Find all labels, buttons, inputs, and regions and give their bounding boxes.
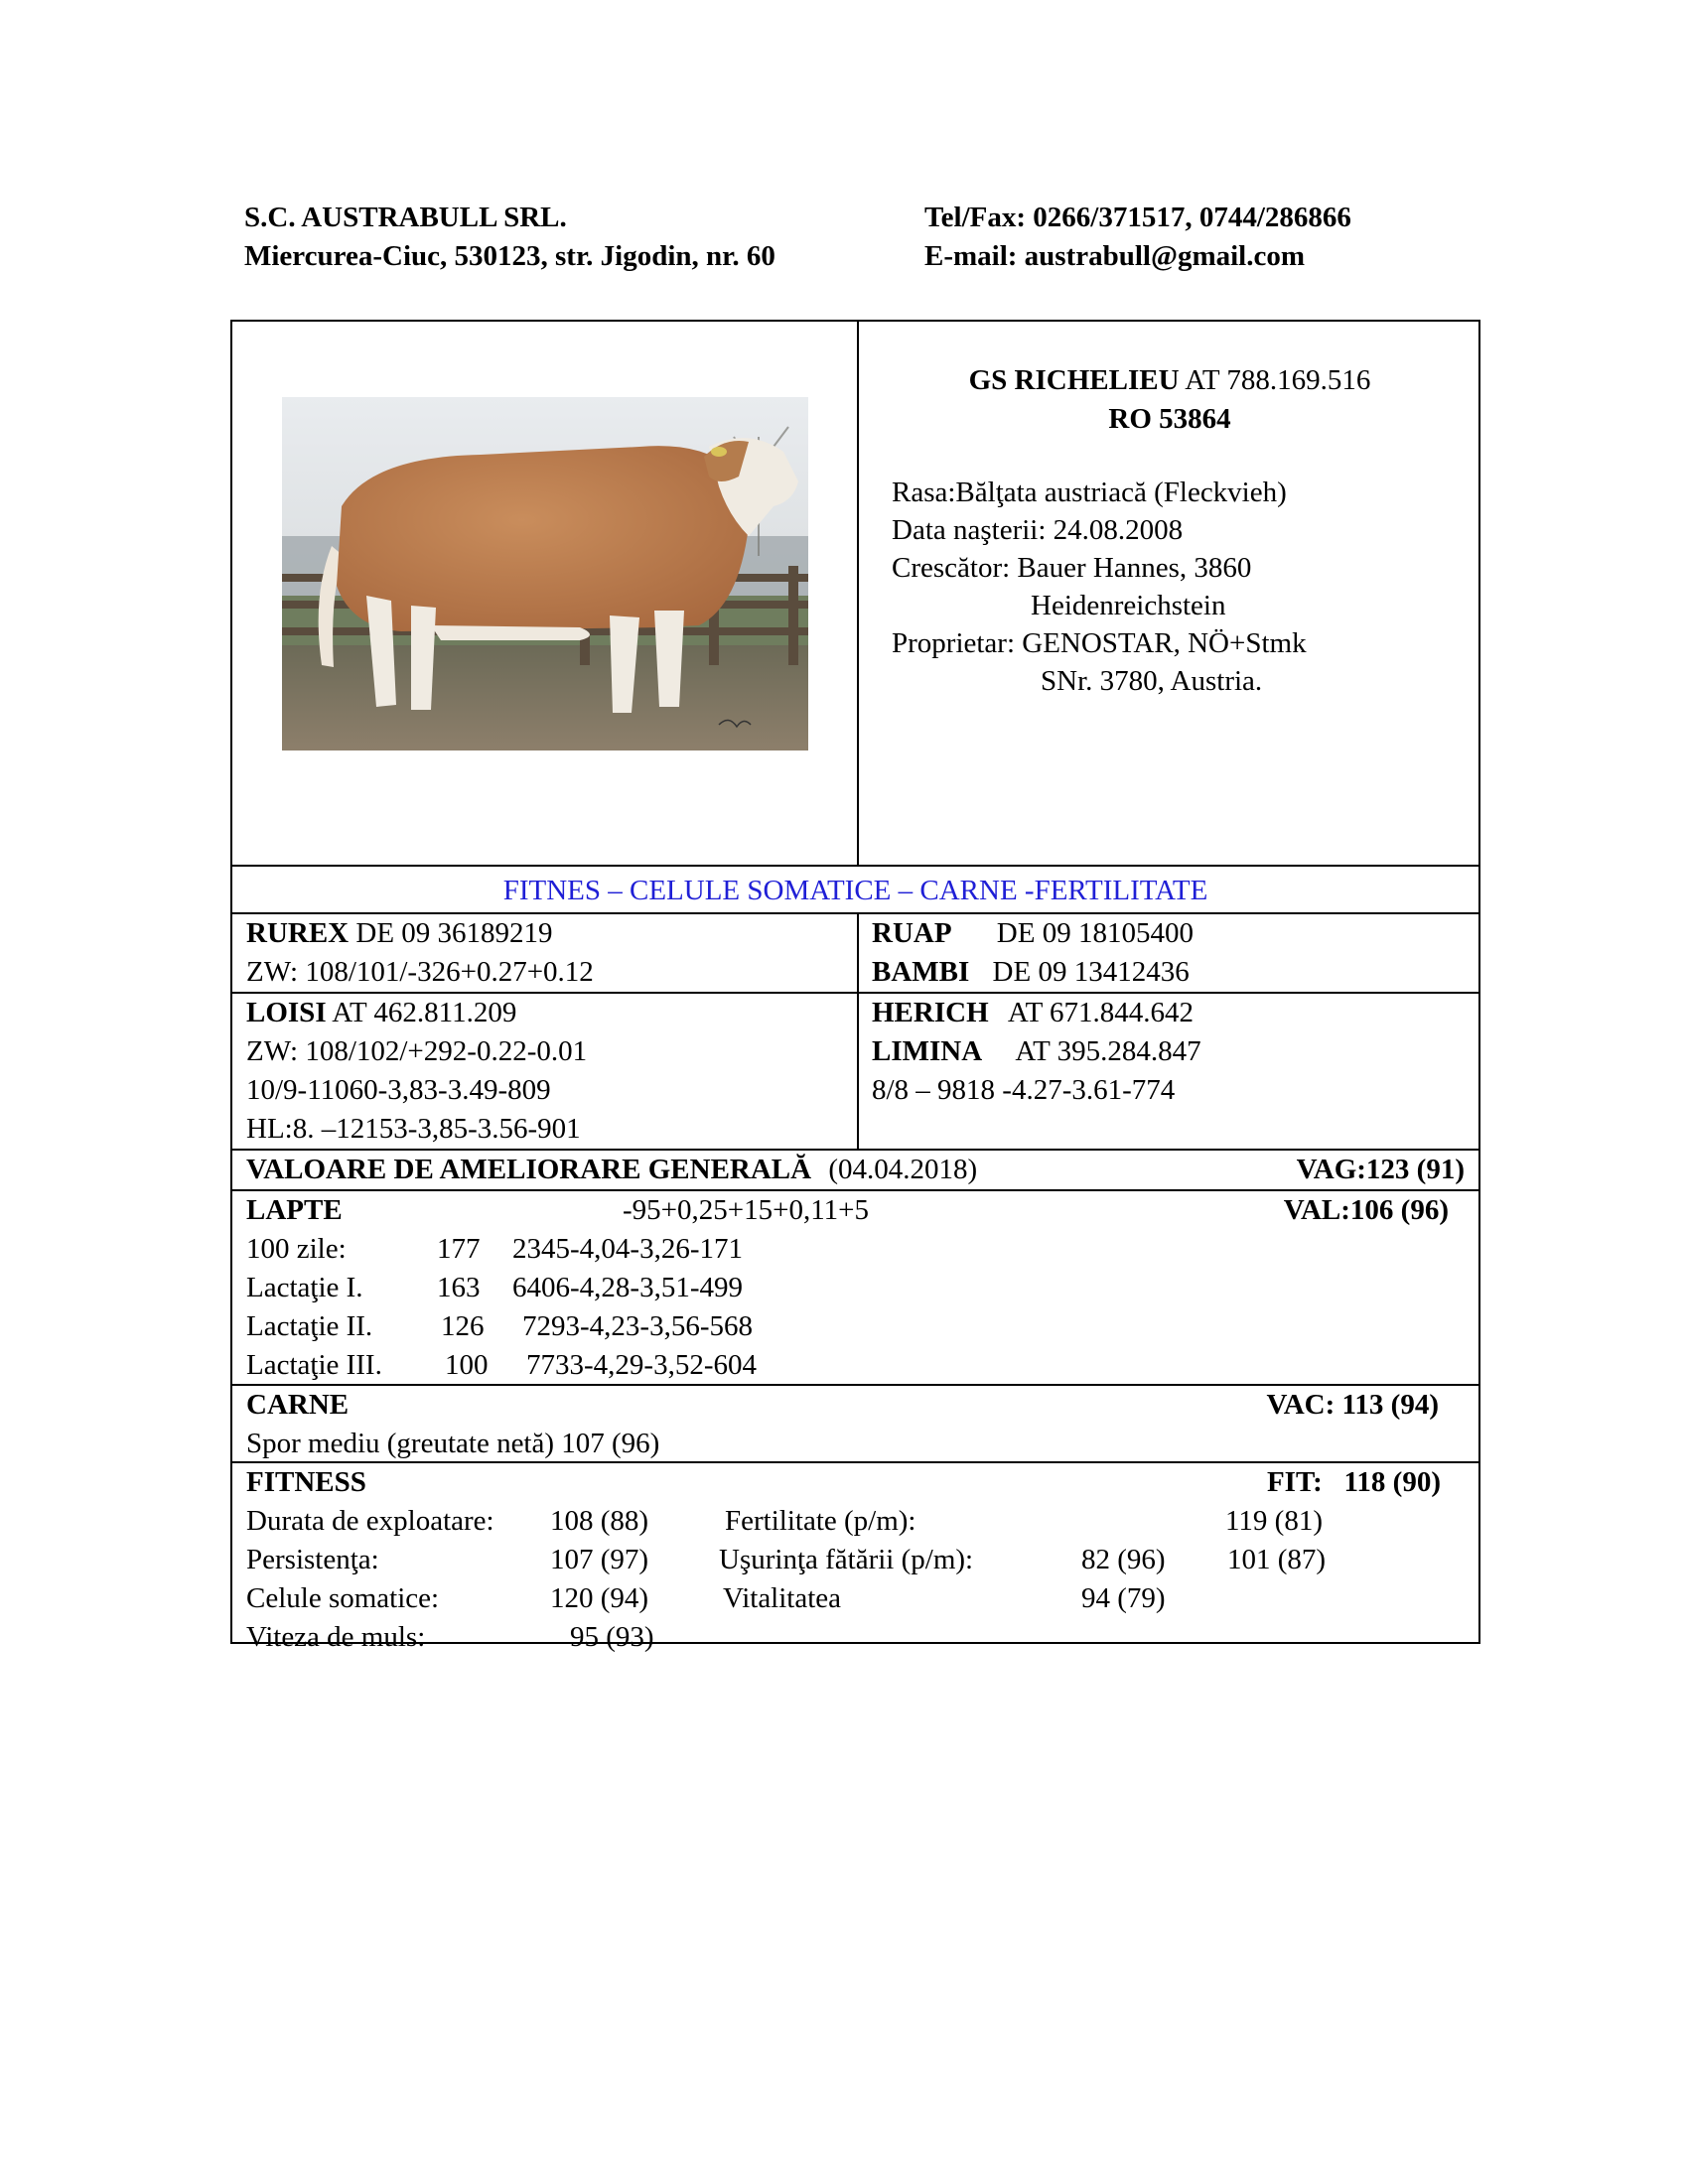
- fertility-value: 119 (81): [1225, 1505, 1323, 1537]
- company-header: [244, 199, 900, 276]
- fit-value: FIT: 118 (90): [1266, 1466, 1441, 1498]
- sire-zw: ZW: 108/101/-326+0.27+0.12: [246, 956, 594, 988]
- milk-row-data: 7733-4,29-3,52-604: [526, 1349, 757, 1381]
- somatic-cells-value: 120 (94): [550, 1582, 649, 1614]
- dam-sire-id: AT 671.844.642: [1007, 997, 1195, 1028]
- calving-ease-value-1: 82 (96): [1081, 1544, 1166, 1575]
- identity-row: [232, 322, 1478, 867]
- dam-dam-name: LIMINA: [872, 1035, 983, 1067]
- bull-name: GS RICHELIEU: [968, 364, 1180, 396]
- bull-photo: [282, 397, 808, 751]
- company-address: Miercurea-Ciuc, 530123, str. Jigodin, nr. 60: [244, 240, 775, 272]
- milk-row-index: 126: [441, 1310, 485, 1342]
- sire-sire-id: DE 09 18105400: [996, 917, 1194, 949]
- duration-value: 108 (88): [550, 1505, 649, 1537]
- meat-gain: Spor mediu (greutate netă) 107 (96): [246, 1428, 660, 1459]
- milk-values: -95+0,25+15+0,11+5: [623, 1194, 870, 1226]
- milk-label: LAPTE: [246, 1194, 343, 1226]
- column-divider: [857, 914, 859, 992]
- duration-label: Durata de exploatare:: [246, 1505, 494, 1537]
- dam-dam-id: AT 395.284.847: [1015, 1035, 1201, 1067]
- company-email[interactable]: E-mail: austrabull@gmail.com: [924, 240, 1306, 272]
- dam-zw: ZW: 108/102/+292-0.22-0.01: [246, 1035, 588, 1067]
- dam-lactation: 10/9-11060-3,83-3.49-809: [246, 1074, 551, 1106]
- bull-details: [892, 474, 1307, 700]
- milk-row-data: 7293-4,23-3,56-568: [522, 1310, 753, 1342]
- dam-row: [232, 994, 1478, 1151]
- vitality-value: 94 (79): [1081, 1582, 1166, 1614]
- bull-record-table: [230, 320, 1480, 1653]
- bull-owner-location: SNr. 3780, Austria.: [1041, 665, 1263, 697]
- milking-speed-label: Viteza de muls:: [246, 1621, 426, 1653]
- bull-birth-date: Data naşterii: 24.08.2008: [892, 514, 1184, 546]
- general-value-date: (04.04.2018): [828, 1154, 978, 1185]
- sire-dam-name: BAMBI: [872, 956, 970, 988]
- company-name: S.C. AUSTRABULL SRL.: [244, 202, 567, 233]
- milk-row-index: 100: [445, 1349, 489, 1381]
- milking-speed-value: 95 (93): [570, 1621, 654, 1653]
- dam-hl: HL:8. –12153-3,85-3.56-901: [246, 1113, 581, 1145]
- vitality-label: Vitalitatea: [723, 1582, 842, 1614]
- sire-dam-id: DE 09 13412436: [992, 956, 1190, 988]
- milk-row-data: 2345-4,04-3,26-171: [512, 1233, 743, 1265]
- fitness-label: FITNESS: [246, 1466, 366, 1498]
- milk-row: [232, 1191, 1478, 1386]
- milk-row-index: 177: [437, 1233, 481, 1265]
- dam-id: AT 462.811.209: [332, 997, 517, 1028]
- section-title: FITNES – CELULE SOMATICE – CARNE -FERTILITATE: [502, 875, 1208, 906]
- meat-row: [232, 1386, 1478, 1463]
- fertility-label: Fertilitate (p/m):: [725, 1505, 916, 1537]
- vag-value: VAG:123 (91): [1296, 1154, 1465, 1185]
- contact-header: [924, 199, 1480, 276]
- bull-at-number: AT 788.169.516: [1185, 364, 1371, 396]
- bull-breed: Rasa:Bălţata austriacă (Fleckvieh): [892, 477, 1287, 508]
- bull-owner: Proprietar: GENOSTAR, NÖ+Stmk: [892, 627, 1307, 659]
- milk-row-label: Lactaţie II.: [246, 1310, 373, 1342]
- column-divider: [857, 994, 859, 1149]
- val-value: VAL:106 (96): [1283, 1194, 1449, 1226]
- milk-row-data: 6406-4,28-3,51-499: [512, 1272, 743, 1303]
- milk-row-label: 100 zile:: [246, 1233, 347, 1265]
- calving-ease-value-2: 101 (87): [1227, 1544, 1327, 1575]
- persistence-label: Persistenţa:: [246, 1544, 379, 1575]
- fitness-row: [232, 1463, 1478, 1653]
- meat-label: CARNE: [246, 1389, 350, 1421]
- sire-id: DE 09 36189219: [355, 917, 553, 949]
- somatic-cells-label: Celule somatice:: [246, 1582, 440, 1614]
- persistence-value: 107 (97): [550, 1544, 649, 1575]
- bull-title: [857, 322, 1482, 439]
- bull-breeder-location: Heidenreichstein: [1031, 590, 1226, 621]
- vac-value: VAC: 113 (94): [1266, 1389, 1439, 1421]
- sire-name: RUREX: [246, 917, 350, 949]
- dam-name: LOISI: [246, 997, 327, 1028]
- dam-sire-name: HERICH: [872, 997, 989, 1028]
- general-value-row: [232, 1151, 1478, 1191]
- general-value-label: VALOARE DE AMELIORARE GENERALĂ: [246, 1154, 812, 1185]
- section-title-row: [232, 867, 1478, 914]
- calving-ease-label: Uşurinţa fătării (p/m):: [719, 1544, 974, 1575]
- sire-sire-name: RUAP: [872, 917, 952, 949]
- company-phone: Tel/Fax: 0266/371517, 0744/286866: [924, 202, 1351, 233]
- bull-breeder: Crescător: Bauer Hannes, 3860: [892, 552, 1252, 584]
- milk-row-label: Lactaţie III.: [246, 1349, 382, 1381]
- dam-dam-lactation: 8/8 – 9818 -4.27-3.61-774: [872, 1074, 1176, 1106]
- bull-ro-number: RO 53864: [1108, 403, 1231, 435]
- milk-row-index: 163: [437, 1272, 481, 1303]
- sire-row: [232, 914, 1478, 994]
- milk-row-label: Lactaţie I.: [246, 1272, 363, 1303]
